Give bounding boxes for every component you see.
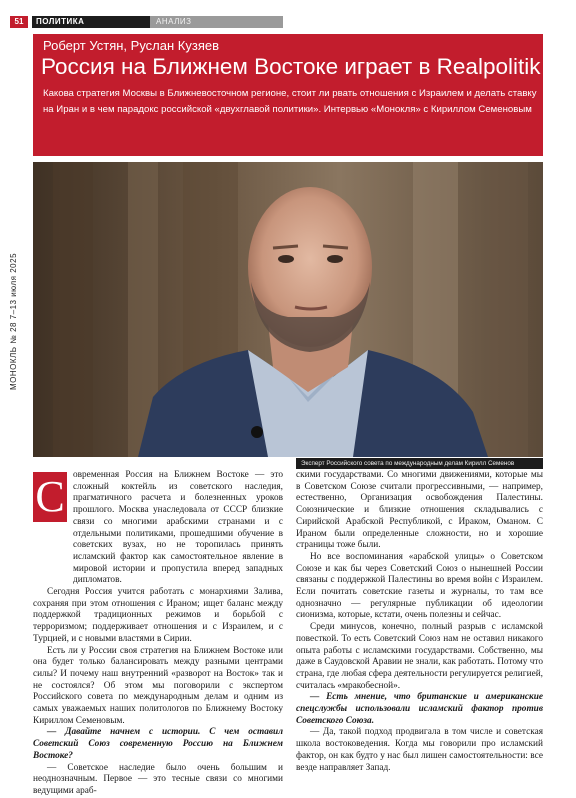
drop-cap: С	[33, 472, 67, 522]
photo-caption: Эксперт Российского совета по международным делам Кирилл Семенов	[296, 458, 543, 469]
subsection-label: АНАЛИЗ	[150, 16, 283, 28]
text-column-2	[296, 470, 543, 774]
article-lead: Какова стратегия Москвы в Ближневосточном регионе, стоит ли рвать отношения с Израилем и делать ставку на Иран и в чем парадокс российской «двухглавой политики». Интервью «Монокля» с Кириллом Семеновым	[43, 88, 537, 115]
paragraph: овременная Россия на Ближнем Востоке — это сложный коктейль из советского наследия, прагматичного расчета и болезненных уроков прошлого. Москва унаследовала от СССР близкие связи со многими арабскими странами и с отдельными политиками, прошедшими обучение в советских вузах, но не торопилась принять исламский фактор как самостоятельное явление в мировой истории и пропустила вперед западных дипломатов.	[73, 470, 283, 586]
text-column-1	[33, 470, 283, 798]
article-header-banner	[33, 34, 543, 156]
interview-question: — Есть мнение, что британские и американские спецслужбы использовали исламский фактор против Советского Союза.	[296, 692, 543, 726]
article-photo	[33, 162, 543, 457]
paragraph: Но все воспоминания «арабской улицы» о Советском Союзе и как бы через Советский Союз о нынешней России связаны с поддержкой Палестины во время войн с Израилем. Если почитать советские газеты и журналы, то там все однозначно — регулярные публикации об идеологии сионизма, которые, кстати, очень полезны и сейчас.	[296, 551, 543, 621]
paragraph: Среди минусов, конечно, полный разрыв с исламской повесткой. То есть Советский Союз нам не оставил никакого опыта работы с исламскими государствами. Собственно, мы даже в Саудовской Аравии не знали, как работать. Потому что страна, где любая сфера деятельности регулируется религией, считалась «мракобесной».	[296, 622, 543, 691]
paragraph: Сегодня Россия учится работать с монархиями Залива, сохраняя при этом отношения с Ираном; ищет баланс между поддержкой традиционных режимов и борьбой с терроризмом; поддерживает отношения и с Израилем, и с Турцией, и с новыми властями в Сирии.	[33, 587, 283, 644]
page-number: 51	[10, 16, 28, 28]
issue-side-text: МОНОКЛЬ № 28 7–13 июля 2025	[9, 252, 18, 390]
paragraph: Есть ли у России своя стратегия на Ближнем Востоке или она будет только балансировать между разными центрами силы? И почему наш внутренний «разворот на Восток» так и не состоялся? Об этом мы поговорили с экспертом Российского совета по международным делам и одним из самых уважаемых наших политологов по Ближнему Востоку Кириллом Семеновым.	[33, 645, 283, 726]
article-authors: Роберт Устян, Руслан Кузяев	[43, 38, 219, 53]
interview-question: — Давайте начнем с истории. С чем оставил Советский Союз современную Россию на Ближнем Востоке?	[33, 727, 283, 761]
portrait-photo-image	[33, 162, 543, 457]
paragraph: — Да, такой подход продвигала в том числе и советская школа востоковедения. Когда мы говорили про исламский фактор, он как будто у нас был лишен самостоятельности: все везде направляет Запад.	[296, 727, 543, 773]
issue-side-label	[9, 160, 25, 390]
section-label: ПОЛИТИКА	[32, 16, 150, 28]
paragraph: — Советское наследие было очень большим и неоднозначным. Первое — это тесные связи со многими ведущими араб-	[33, 762, 283, 796]
paragraph: скими государствами. Со многими движениями, которые мы в Советском Союзе считали прогрессивными, — например, естественно, Организация освобождения Палестины. Союзнические и близкие отношения складывались с Сирийской Арабской Республикой, с Ираком, Оманом. С Ираном были определенные сложности, но и хорошие страницы тоже были.	[296, 470, 543, 551]
article-title: Россия на Ближнем Востоке играет в Realpolitik	[41, 54, 541, 79]
